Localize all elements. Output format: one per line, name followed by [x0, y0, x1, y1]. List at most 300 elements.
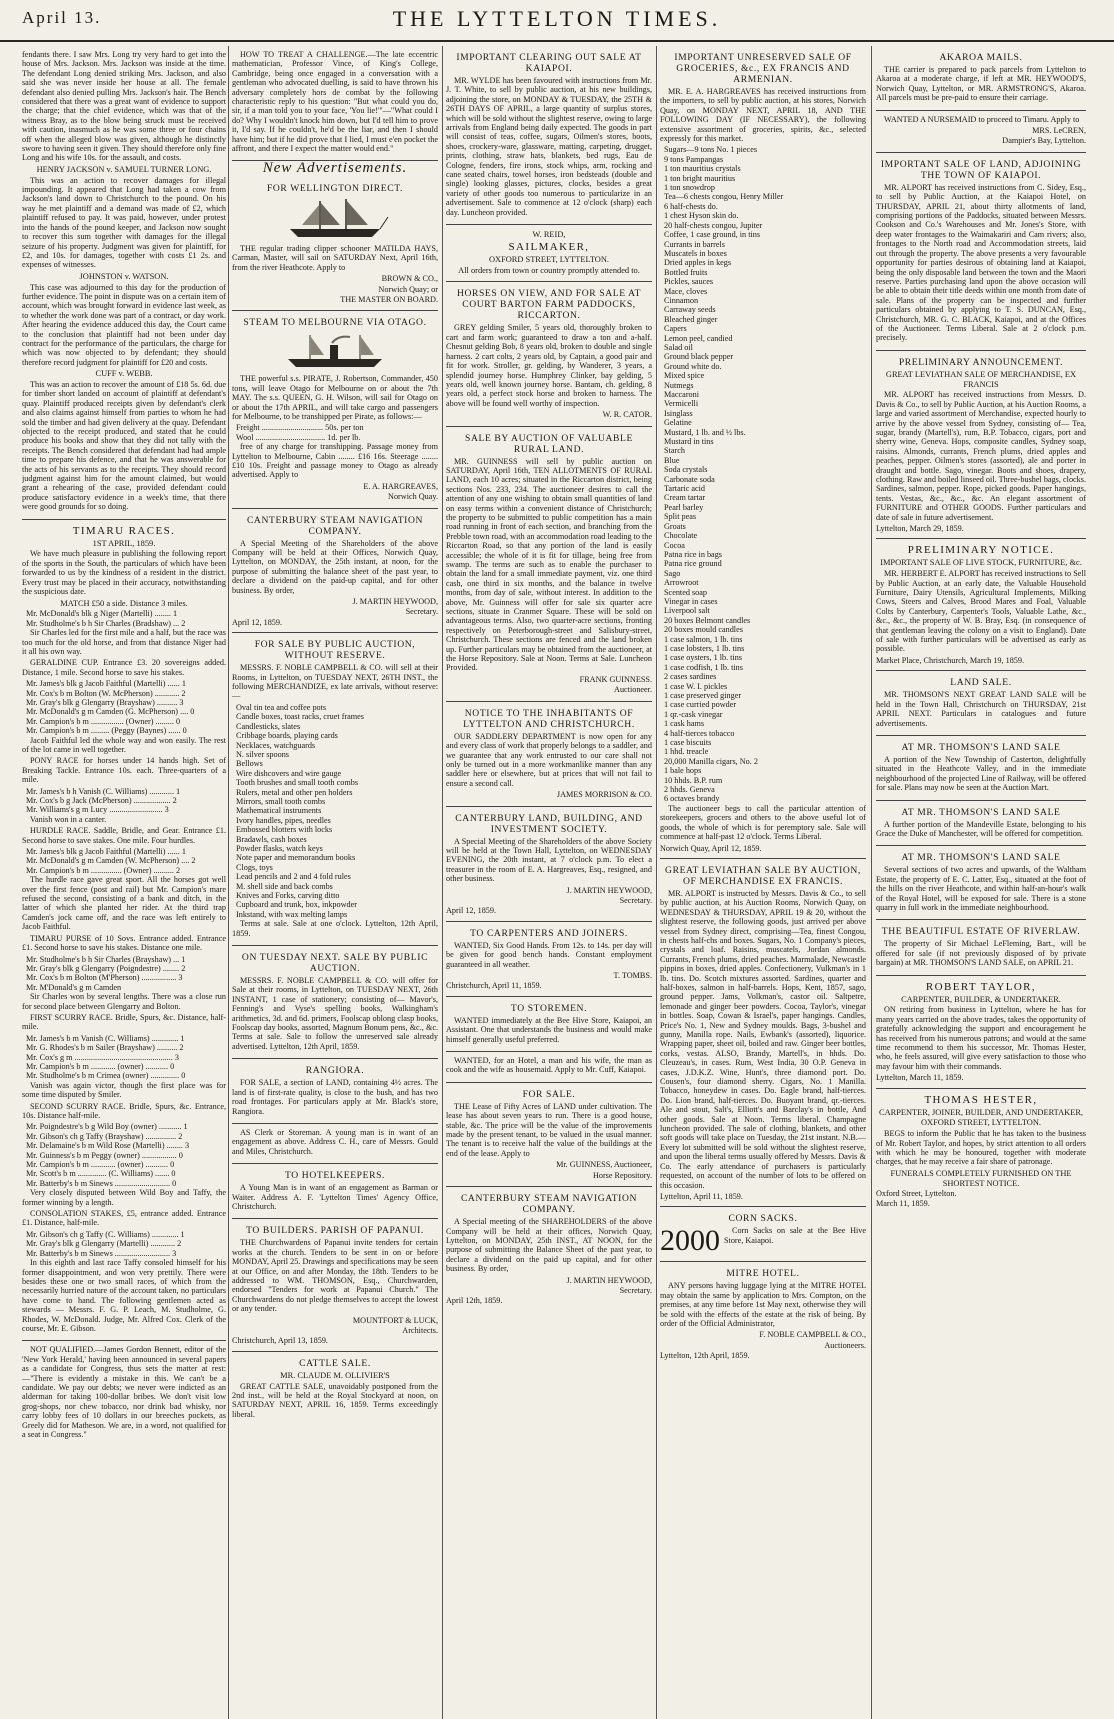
ad-subheading: W. REID, [532, 230, 566, 240]
kaiapoi-land-ad [876, 153, 1086, 351]
new-advertisements-heading: New Advertisements. [262, 160, 408, 177]
list-item: Tooth brushes and small tooth combs [236, 778, 359, 788]
ad-date: Lyttelton, March 29, 1859. [876, 524, 964, 534]
list-item: Carbonate soda [664, 474, 715, 484]
court-paragraph: fendants there. I saw Mrs. Long try very hard to get into the house of Mrs. Jackson. Mrs. Jackson was inside at the time. The defendant Long denied striking Mrs. Jackson, and also said she was never inside her house at all. The female defendant also denied pulling Mrs. Jackson's hair. The Bench considered that there was a great want of evidence to support the charge; that the chief evidence, which was that of the witness Bray, as to the blow being struck must be received with caution, inasmuch as he was some three or four chains off when the alleged blow was given, although he distinctly swore to having seen it given. They should therefore only fine Long and his wife 10s. for the assault, and costs. [22, 50, 226, 163]
race-heading: MATCH £50 a side. Distance 3 miles. [60, 598, 188, 608]
preliminary-notice-ad [876, 539, 1086, 671]
list-item: Cribbage boards, playing cards [236, 731, 338, 741]
ad-subheading: CARPENTER, JOINER, BUILDER, AND UNDERTAKER, [878, 1107, 1083, 1117]
list-item: Candlesticks, slates [236, 721, 301, 731]
list-item: Cream tartar [664, 493, 706, 503]
list-item: 20 boxes mould candles [664, 625, 743, 635]
list-item: Mr. McDonald's blk g Niger (Martelli) ........ 1 [26, 609, 178, 619]
ad-heading: AT MR. THOMSON'S LAND SALE [901, 806, 1061, 818]
ad-heading: NOTICE TO THE INHABITANTS OF LYTTELTON AND CHRISTCHURCH. [463, 707, 635, 730]
list-item: Gelatine [664, 418, 692, 428]
ad-heading: THE BEAUTIFUL ESTATE OF RIVERLAW. [881, 926, 1081, 938]
list-item: Mr. Campion's b m ............ (owner) ........... 0 [26, 1160, 175, 1170]
groceries-list [660, 145, 866, 803]
ad-heading: LAND SALE. [950, 677, 1012, 689]
ad-body: A Young Man is in want of an engagement as Barman or Waiter. Address A. F. 'Lyttelton Times' Agency Office, Christchurch. [232, 1183, 438, 1211]
race-results [22, 679, 226, 735]
list-item: Mr. Cox's b m Bolton (M'Pherson) ................. 3 [26, 973, 183, 983]
ad-signature: Secretary. [405, 607, 438, 617]
list-item: Mustard, 1 lb. and ½ lbs. [664, 427, 746, 437]
ad-body: MR. HERBERT E. ALPORT has received instructions to Sell by Public Auction, at an early date, the Valuable Household Furniture, Dairy Utensils, Agricultural Implements, Milking Cows, Steers and Calves, Brood Mares and Foal, Valuable Colts by Canterbury, Carpenter's Tools, Valuable Lathe, &c., &c., &c., the property of W. B. Bray, Esq. (in consequence of that gentleman leaving the colony on a visit to England). Date of sale with further particulars will be advertised as early as possible. [876, 569, 1086, 654]
list-item: Mr. McDonald's g m Camden (G. McPherson) .... 0 [26, 707, 195, 717]
steamship-icon [280, 331, 390, 371]
list-item: Mr. M'Donald's g m Camden [26, 982, 122, 992]
ad-body: A Special Meeting of the Shareholders of the above Company will be held at their Offices, Norwich Quay, Lyttelton, on MONDAY, the 25th instant, at noon, for the purpose of submitting the balance sheet of the past year, to declare a dividend on the paid-up capital, and for other business. By order, [232, 538, 438, 595]
ad-heading: HORSES ON VIEW, AND FOR SALE AT COURT BARTON FARM PADDOCKS, RICCARTON. [456, 288, 642, 322]
ad-signature: Architects. [402, 1326, 438, 1335]
list-item: Mr. Gray's blk g Glengarry (Poigndestre) ........ 2 [26, 963, 186, 973]
list-item: 2 hhds. Geneva [664, 785, 715, 795]
ad-signature: Norwich Quay; or [378, 284, 438, 294]
list-item: 1 case salmon, 1 lb. tins [664, 634, 743, 644]
stationery-sale-ad [232, 946, 438, 1059]
ad-date: Lyttelton, March 11, 1859. [876, 1073, 964, 1083]
ad-subheading: OXFORD STREET, LYTTELTON. [921, 1118, 1041, 1128]
ad-signature: F. NOBLE CAMPBELL & CO., [759, 1330, 866, 1340]
list-item: Lemon peel, candied [664, 333, 733, 343]
races-heading: TIMARU RACES. [72, 524, 176, 537]
ad-heading: CANTERBURY STEAM NAVIGATION COMPANY. [460, 1193, 638, 1216]
list-item: Mr. Campion's b m ............... (Owner) .......... 2 [26, 865, 181, 875]
list-item: Mr. Batterby's b m Sinews ........................... 0 [26, 1178, 177, 1188]
ad-signature: Norwich Quay. [388, 492, 438, 502]
list-item: 1 qr.-cask vinegar [664, 709, 723, 719]
list-item: Blue [664, 455, 680, 465]
column-1 [22, 46, 226, 1719]
list-item: 1 ton mauritius crystals [664, 164, 741, 174]
list-item: Mixed spice [664, 371, 705, 381]
rate-list [232, 423, 438, 442]
races-intro: We have much pleasure in publishing the following report of the sports in the South, the particulars of which have been forwarded to us by the kindness of a resident in the district. Every trust may be placed in their accuracy, notwithstanding the suspicious date. [22, 549, 226, 597]
list-item: Maccaroni [664, 390, 700, 399]
list-item: Dried apples in kegs [664, 258, 732, 268]
list-item: Mirrors, small tooth combs [236, 796, 326, 806]
list-item: 1 chest Hyson skin do. [664, 211, 739, 221]
ad-signature: Dampier's Bay, Lyttelton. [1002, 136, 1086, 146]
column-rule [656, 46, 657, 1719]
ad-signature: T. TOMBS. [613, 971, 652, 981]
ad-heading: FOR SALE BY PUBLIC AUCTION, WITHOUT RESERVE. [254, 639, 416, 662]
column-rule [871, 46, 872, 1719]
hester-ad [876, 1089, 1086, 1214]
ad-body: WANTED immediately at the Bee Hive Store, Kaiapoi, an Assistant. One that understands the business and would make himself generally useful preferred. [446, 1015, 652, 1044]
ad-body: free of any charge for transhipping. Passage money from Lyttelton to Melbourne, Cabin ........ £16 16s. Steerage ........ £10 10s. Freight and passage money to Otago as already advertised. Apply to [232, 442, 438, 480]
sailmaker-ad [446, 225, 652, 282]
ad-address: Oxford Street, Lyttelton. [876, 1189, 957, 1199]
case-paragraph: This case was adjourned to this day for the production of further evidence. The point in dispute was on a certain item of account, which was brought forward in evidence last week, as to whether the work done was part of a contract, or day work. After hearing the evidence adduced this day, the Court came to the conclusion that plaintiff had not been under day contract for the performance of the particulars, the charge for which was now objected to by defendant; they should therefore record judgment for plaintiff for £20 and costs. [22, 282, 226, 367]
race-note: Sir Charles won by several lengths. There was a close run for second place between Glengarry and Bolton. [22, 992, 226, 1011]
mitre-hotel-ad [660, 1262, 866, 1365]
storemen-ad [446, 997, 652, 1052]
list-item: Mr. James's b h Vanish (C. Williams) ............ 1 [26, 786, 181, 796]
ad-body: MR. ALPORT has received instructions from C. Sidey, Esq., to sell by Public Auction, at the Kaiapoi Hotel, on THURSDAY, APRIL 21, about thirty allotments of land, comprising portions of the Paddocks, situated between Messrs. Cookson and Co.'s Warehouses and Mr. Jones's Store, with deep water frontages to the Waimakariri and Cam rivers; also, frontages to the North road and Accommodation streets, laid out through the property. The above presents a very favourable opportunity for parties desirous of obtaining land at Kaiapoi, being the only disposable land between the town and the Maori reserve. Parties purchasing land upon the above occasion will be able to obtain their title deeds within one month from date of sale. Plans of the property can be inspected and further particulars obtained by applying to T. S. DUNCAN, Esq., Christchurch, MR. G. C. BLACK, Kaiapoi, and at the Offices of the Auctioneer. Terms Liberal. Sale at 2 o'clock p.m. precisely. [876, 182, 1086, 343]
list-item: Vinegar in cases [664, 596, 718, 606]
list-item: Bottled fruits [664, 267, 708, 277]
race-results [22, 609, 226, 628]
list-item: Arrowroot [664, 578, 699, 588]
article-paragraph: NOT QUALIFIED.—James Gordon Bennett, editor of the 'New York Herald,' having been announced in several papers as a candidate for Congress, thus sets the matter at rest:—"There is evidently a mistake in this. We can't be a candidate. We pay our debts; we never were indicted as an alderman for taking 100-dollar bribes. We don't visit low grog-shops, nor chew tobacco, nor drink bad whisky, nor carry lobby fees of 10 dollars in our breeches pockets, as Greely did for Matheson. We are, in a word, not qualified for a seat in Congress." [22, 1345, 226, 1440]
merchandise-list [232, 703, 438, 919]
timaru-races [22, 520, 226, 1342]
ad-date: Market Place, Christchurch, March 19, 1859. [876, 655, 1025, 665]
ad-signature: THE MASTER ON BOARD. [340, 294, 438, 304]
wellington-ad [232, 177, 438, 311]
list-item: 9 tons Pampangas [664, 154, 724, 164]
list-item: Mr. Studholme's b h Sir Charles (Bradshaw) ... 2 [26, 618, 186, 628]
melbourne-ad [232, 311, 438, 508]
ad-date: April 12, 1859. [232, 617, 283, 627]
list-item: Clogs, toys [236, 862, 273, 872]
thomson-sale-ad-3 [876, 846, 1086, 920]
list-item: 2 cases sardines [664, 672, 717, 682]
list-item: Mr. James's blk g Jacob Faithful (Martelli) ...... 1 [26, 847, 186, 857]
races-date: 1ST APRIL, 1859. [92, 538, 156, 548]
akaroa-mails-ad [876, 46, 1086, 111]
rangiora-ad [232, 1059, 438, 1124]
race-results [22, 1034, 226, 1081]
column-3 [446, 46, 652, 1719]
list-item: 4 half-tierces tobacco [664, 728, 735, 738]
schooner-icon [280, 197, 390, 241]
ad-note: All orders from town or country promptly attended to. [458, 265, 640, 275]
list-item: Soda crystals [664, 465, 708, 475]
list-item: 1 case oysters, 1 lb. tins [664, 653, 742, 663]
ad-heading: ROBERT TAYLOR, [925, 980, 1037, 993]
ad-heading: IMPORTANT CLEARING OUT SALE AT KAIAPOI. [456, 52, 642, 74]
ad-signature: Horse Repository. [592, 1170, 652, 1180]
list-item: Mr. Cox's b m Bolton (W. McPherson) ............ 2 [26, 688, 186, 698]
race-heading: CONSOLATION STAKES, £5, entrance added. Entrance £1. Distance, half-mile. [22, 1209, 226, 1228]
list-item: Mr. McDonald's g m Camden (W. McPherson) .... 2 [26, 856, 196, 866]
list-item: Mr. Williams's g m Lucy .......................... 3 [26, 805, 169, 815]
leviathan-sale-ad [660, 859, 866, 1207]
list-item: Ivory handles, pipes, needles [236, 815, 331, 825]
list-item: Mr. Studholme's b h Sir Charles (Brayshaw) ... 1 [26, 954, 186, 964]
ad-date: Christchurch, April 13, 1859. [232, 1336, 328, 1346]
ad-heading: TO HOTELKEEPERS. [284, 1170, 386, 1182]
list-item: Knives and Forks, carving ditto [236, 891, 340, 900]
list-item: Pearl barley [664, 502, 704, 512]
list-item: Patna rice ground [664, 559, 722, 569]
list-item: Pickles, sauces [664, 277, 714, 287]
corn-sacks-ad [660, 1207, 866, 1262]
hotelkeepers-ad [232, 1164, 438, 1219]
ad-body: MR. E. A. HARGREAVES has received instructions from the importers, to sell by public auction, at his stores, Norwich Quay, on MONDAY NEXT, APRIL 18, AND THE FOLLOWING DAY (IF NECESSARY), the following extensive assortment of groceries, spirits, &c., selected expressly for this market. [660, 87, 866, 144]
list-item: Mr. Gibson's ch g Taffy (C. Williams) ............. 1 [26, 1229, 185, 1239]
list-item: Cupboard and trunk, box, inkpowder [236, 900, 357, 910]
masthead [0, 0, 1114, 42]
ad-heading: PRELIMINARY ANNOUNCEMENT. [898, 356, 1064, 368]
ad-signature: Mr. GUINNESS, Auctioneer, [556, 1160, 652, 1170]
ad-body: BEGS to inform the Public that he has taken to the business of Mr. Robert Taylor, and hopes, by strict attention to all orders with which he may be honoured, together with moderate charges, that he may receive a fair share of patronage. [876, 1129, 1086, 1167]
ad-signature: W. R. CATOR. [602, 410, 652, 420]
case-paragraph: This was an action to recover damages for illegal impounding. It appeared that Long had taken a cow from Jackson's land down to Christchurch to the pound. On his way he met plaintiff and a demand was made of £2, which plaintiff refused to pay. It was paid, however, under protest into the hands of the pound keeper, and Jackson now sought to recover this sum together with damages for the illegal seizure of his property. Judgment was given for plaintiff, for £2, and 10s. for damages, together with costs £1 2s. and expenses of witnesses. [22, 175, 226, 270]
list-item: Mustard in tins [664, 437, 714, 447]
list-item: Sugars—9 tons No. 1 pieces [664, 145, 758, 155]
ad-body: ON retiring from business in Lyttelton, where he has for many years carried on the above trades, takes the opportunity of gratefully acknowledging the support and encouragement he has received from his numerous patrons; and would at the same time recommend to them his successor, Mr. Thomas Hester, who, he feels assured, will give every satisfaction to those who may favour him with their commands. [876, 1005, 1086, 1071]
list-item: Rulers, metal and other pen holders [236, 787, 353, 797]
ad-signature: Secretary. [619, 1285, 652, 1295]
ad-heading: FOR WELLINGTON DIRECT. [266, 182, 404, 194]
list-item: Mr. Poigndestre's b g Wild Boy (owner) ........... 1 [26, 1122, 188, 1132]
list-item: Mace, cloves [664, 286, 708, 296]
list-item: Note paper and memorandum books [236, 853, 356, 863]
ad-heading: CORN SACKS. [728, 1213, 798, 1225]
list-item: 20 boxes Belmont candles [664, 615, 751, 625]
list-item: Groats [664, 521, 686, 531]
ad-heading: RANGIORA. [305, 1065, 365, 1077]
ad-heading: AT MR. THOMSON'S LAND SALE [901, 741, 1061, 753]
race-heading: PONY RACE for horses under 14 hands high. Set of Breaking Tackle. Entrance 10s. each. Three-quarters of a mile. [22, 756, 226, 785]
list-item: 20 half-chests congou, Jupiter [664, 220, 763, 230]
ad-body: ANY persons having luggage lying at the MITRE HOTEL may obtain the same by application to Mrs. Compton, on the premises, at any time before 1st May next, otherwise they will be sold with the effects of the estate at the risk of being. By order of the Official Administrator, [660, 1281, 866, 1328]
race-note: The hurdle race gave great sport. All the horses got well over the first fence (post and rail) but Mr. Campion's mare refused the second, consisting of a bank and ditch, in the latter of which she planted her rider. At the third trap Camden's jock came off, and the race was left entirely to Jacob Faithful. [22, 875, 226, 932]
list-item: Mr. Gibson's ch g Taffy (Brayshaw) ............... 2 [26, 1131, 183, 1141]
list-item: Ground white do. [664, 361, 722, 371]
list-item: Capers [664, 324, 687, 334]
list-item: Cocoa [664, 540, 685, 550]
saddlery-notice-ad [446, 702, 652, 807]
ad-heading: IMPORTANT SALE OF LAND, ADJOINING THE TOWN OF KAIAPOI. [880, 158, 1082, 181]
carpenters-ad [446, 922, 652, 997]
list-item: Candle boxes, toast racks, cruet frames [236, 712, 364, 722]
list-item: N. silver spoons [236, 749, 289, 759]
ad-heading: TO BUILDERS. PARISH OF PAPANUI. [246, 1225, 424, 1237]
list-item: Mr. Gray's blk g Glengarry (Brayshaw) .......... 3 [26, 697, 184, 707]
case-paragraph: This was an action to recover the amount of £18 5s. 6d. due for timber short landed on account of plaintiff at defendant's quay. Plaintiff produced receipts given by defendant's clerk and also claims against himself from parties to whom he had sold the timber and had given delivery at the quay. Defendant objected to the receipt produced, and stated that he could produce his books and show that they did not tally with the receipts. The Bench considered that defendant had had ample time to prepare his defence, and that he was answerable for the acts of his servants as to the receipts. They should record judgment against him for the amount claimed, but would grant a rehearing of the case, provided defendant could produce satisfactory evidence in a week's time, that there were good grounds for so doing. [22, 379, 226, 512]
list-item: 1 case W. I. pickles [664, 681, 728, 691]
ad-date: April 12, 1859. [446, 906, 497, 916]
list-item: 1 bale hops [664, 766, 702, 776]
ad-subheading: MR. CLAUDE M. OLLIVIER'S [280, 1370, 390, 1380]
clerk-ad [232, 1124, 438, 1164]
ad-signature: Auctioneer. [614, 685, 652, 695]
list-item: Freight .............................. 50s. per ton [236, 423, 364, 433]
list-item: Liverpool salt [664, 606, 710, 616]
ad-date: Christchurch, April 11, 1859. [446, 981, 542, 991]
thomson-sale-ad-1 [876, 736, 1086, 801]
list-item: 20,000 Manilla cigars, No. 2 [664, 756, 758, 766]
ad-body: WANTED A NURSEMAID to proceed to Timaru. Apply to [884, 114, 1080, 124]
ad-heading: SAILMAKER, [508, 240, 590, 253]
list-item: Mr. Scott's b m .............. (C. Williams) ....... 0 [26, 1169, 176, 1179]
ad-signature: Secretary. [619, 895, 652, 905]
race-results [22, 1122, 226, 1188]
ad-body: THE carrier is prepared to pack parcels from Lyttelton to Akaroa at a moderate charge, if left at MR. HEYWOOD'S, Norwich Quay, Lyttelton, or MR. ARMSTRONG'S, Akaroa. All parcels must be pre-paid to ensure their carriage. [876, 65, 1086, 103]
ad-body: THE Lease of Fifty Acres of LAND under cultivation. The lease has about seven years to run. There is a good house, stable, &c. The price will be the value of the improvements made by the present tenant, to be valued in the usual manner. The tenant is to receive half the value of the buildings at the end of the lease. Apply to [446, 1101, 652, 1158]
list-item: Mr. Campion's b m ................ (Owner) ......... 0 [26, 716, 181, 726]
ad-heading: CANTERBURY LAND, BUILDING, AND INVESTMENT SOCIETY. [455, 812, 643, 835]
race-heading: GERALDINE CUP. Entrance £3. 20 sovereigns added. Distance, 1 mile. Second horse to save his stakes. [22, 658, 226, 677]
list-item: 1 case lobsters, 1 lb. tins [664, 643, 745, 653]
ad-signature: BROWN & CO., [381, 274, 438, 284]
column-rule [228, 46, 229, 1719]
list-item: 1 case preserved ginger [664, 691, 742, 700]
list-item: Mr. Campion's b m ......... (Peggy (Baynes) ...... 0 [26, 726, 187, 736]
list-item: Muscatels in boxes [664, 248, 727, 258]
list-item: Patna rice in bags [664, 549, 722, 559]
ad-body: OUR SADDLERY DEPARTMENT is now open for any and every class of work that properly belongs to a saddler, and we guarantee that any work entrusted to our care shall not only be turned out in a more workmanlike manner than any saddler here or elsewhere, but at prices that will not fail to ensure a second call. [446, 731, 652, 788]
ad-body: MESSRS. F. NOBLE CAMPBELL & CO. will offer for Sale at their rooms, in Lyttelton, on TUESDAY NEXT, 26th INSTANT, 1 case of stationery; consisting of— Mavor's, Fenning's and Vyse's spelling books, Walkingham's arithmetics, 3d. and 6d. primers, Foolscap oblong clasp books, Foolscap day books, assorted, Magnum Bonum pens, &c., &c. Terms at sale. Sale to follow the unreserved sale already advertised. Lyttelton, 12th April, 1859. [232, 976, 438, 1051]
steam-navigation-ad [232, 509, 438, 634]
list-item: Carraway seeds [664, 305, 716, 315]
list-item: Inkstand, with wax melting lamps [236, 909, 348, 919]
horses-ad [446, 282, 652, 426]
race-note: Vanish was again victor, though the first place was for some time disputed by Smiler. [22, 1080, 226, 1100]
list-item: Mr. Campion's b m ............ (owner) ........... 0 [26, 1061, 175, 1071]
cattle-sale-ad [232, 1352, 438, 1426]
ad-body: MR. ALPORT is instructed by Messrs. Davis & Co., to sell by public auction, at his Auction Rooms, Norwich Quay, on WEDNESDAY & THURSDAY, APRIL 19 & 20, without the slightest reserve, the following goods, just arrived per above vessel from Sydney direct, comprising—Tea, finest Congou, in chests half-chs and boxes. Sugars, No. 1 Company's pieces, crystals and loaf. Raisins, muscatels, Jordan almonds. Currants, French plums, dried peaches. Marmalade, Newcastle pippins in boxes, dried apples. Confectionery, Vulkman's in 1 lb. tins. Do. Scotch mixtures assorted. Sardines, quarter and half-boxes, salmon in half-barrels. Hops, Kent, 1857, sago, ground pepper. Jams, Volkman's, castor oil. Saltpetre, lemonade and ginger beer powders. Cocoa, Taylor's, vinegar in bottles. Soap, Cowan & Israel's, paper hangings. Candles, Price's No. 1, New and Sydney moulds. Bags, 3-bushel and gunny, Manilla rope. Nails, Ewbank's (assorted), liquorice. Wrapping paper, sheet oil, boiled and raw. Ginger beer bottles, corks, vestas. ALSO, Brandy, Martell's, in hhds. Do. Cleuzeau's, in cases. Rum, West India, 30 O.P. Geneva in cases, J.D.K.Z. Wine, Hunt's, three diamond port. Do. Cousen's, four diamond sherry. Cigars, No. 1 Manilla. Tobacco, honeydew in cases. Do. Eagle brand, half-tierces. Do. Lion brand, half-tierces. Do. Buoyant brand, qr.-tierces. Ale and stout, Salt's, Elliott's and Barclay's in bottle, And other goods. Sale at Noon. Terms liberal. Champagne luncheon provided. The sale of clothing, blankets, and other soft goods will take place on Tuesday, the 21st instant. N.B.—Every lot submitted will be sold without the slightest reserve, and upon the liberal terms usually offered by Messrs. Davis & Co. The early attendance of purchasers is particularly requested, on account of the number of lots to be offered on this occasion. [660, 888, 866, 1190]
list-item: Mr. James's blk g Jacob Faithful (Martelli) ...... 1 [26, 679, 186, 689]
ad-body: A Special meeting of the SHAREHOLDERS of the above Company will be held at their offices, Norwich Quay, Lyttelton, on MONDAY, 25th INST., AT NOON, for the purpose of submitting the Balance Sheet of the past year, to declare a dividend on the paid up capital, and for other business. By order, [446, 1217, 652, 1274]
ad-signature: Auctioneers. [824, 1340, 866, 1350]
clearing-sale-ad [446, 46, 652, 225]
ad-heading: CATTLE SALE. [299, 1357, 371, 1369]
list-item: Mr. Gray's blk g Glengarry (Martelli) ............ 2 [26, 1239, 182, 1249]
ad-body: MESSRS. F. NOBLE CAMPBELL & CO. will sell at their Rooms, in Lyttelton, on TUESDAY NEXT, 26TH INST., the following MERCHANDIZE, ex late arrivals, without reserve:— [232, 663, 438, 701]
case-heading: HENRY JACKSON v. SAMUEL TURNER LONG. [36, 164, 212, 174]
list-item: Bleached ginger [664, 314, 718, 324]
ad-signature: E. A. HARGREAVES, [363, 481, 438, 491]
ad-body: Corn Sacks on sale at the Bee Hive Store, Kaiapoi. [724, 1226, 866, 1245]
ad-body: WANTED, for an Hotel, a man and his wife, the man as cook and the wife as housemaid. Apply to Mr. Cuff, Kaiapoi. [446, 1056, 652, 1075]
race-results [22, 955, 226, 993]
ad-body: MR. WYLDE has been favoured with instructions from Mr. J. T. White, to sell by public auction, at his new buildings, adjoining the store, on MONDAY & TUESDAY, the 25TH & 26TH DAYS OF APRIL, a large quantity of surplus stores, which will be sold without the slightest reserve, owing to large arrivals from England being daily expected. The goods in part will consist of teas, coffee, sugars, Oilmen's stores, boots, shoes, crockery-ware, glassware, matting, carpeting, drugget, prints, clothing, straw hats, blankets, bed rugs, Eau de Cologne, fenders, fire irons, stock whips, arm, rocking and cane seated chairs, towel horses, iron bedsteads (double and single) looking glasses, pictures, clocks, besides a great variety of other goods too numerous to particularize in an advertisement. Sale to commence at 12 o'clock (sharp) each day. Luncheon provided. [446, 76, 652, 217]
list-item: 1 case biscuits [664, 738, 712, 748]
ad-subheading: OXFORD STREET, LYTTELTON. [489, 254, 609, 264]
column-rule [442, 46, 443, 1719]
list-item: Powder flasks, watch keys [236, 843, 323, 853]
race-note: Sir Charles led for the first mile and a half, but the race was too much for the old horse, and from that distance Niger had it all his own way. [22, 628, 226, 656]
rural-land-ad [446, 427, 652, 702]
ad-note: FUNERALS COMPLETELY FURNISHED ON THE SHORTEST NOTICE. [890, 1168, 1072, 1188]
list-item: M. shell side and back combs [236, 881, 333, 891]
list-item: Wire dishcovers and wire gauge [236, 768, 342, 778]
ad-subheading: CARPENTER, BUILDER, & UNDERTAKER. [901, 994, 1061, 1004]
ad-signature: MRS. LeCREN, [1032, 126, 1086, 136]
list-item: Lead pencils and 2 and 4 fold rules [236, 872, 351, 882]
ad-body: A portion of the New Township of Casterton, delightfully situated in the Heathcote Valley, and in the immediate neighbourhood of the projected Line of Railway, will be offered for sale. Plans may now be seen at the Auction Mart. [876, 754, 1086, 793]
ad-heading: AT MR. THOMSON'S LAND SALE [901, 852, 1061, 864]
list-item: 1 ton bright mauritius [664, 173, 736, 183]
nursemaid-ad [876, 111, 1086, 153]
list-item: Mr. G. Rhodes's b m Sailer (Brayshaw) .......... 2 [26, 1043, 184, 1053]
ad-signature: MOUNTFORT & LUCK, [352, 1315, 438, 1325]
list-item: Bradawls, cash boxes [236, 834, 307, 844]
list-item: Vermicelli [664, 399, 699, 409]
list-item: Mathematical instruments [236, 806, 322, 816]
ad-body: A further portion of the Mandeville Estate, belonging to his Grace the Duke of Manchester, will be offered for competition. [876, 819, 1086, 838]
auction-sale-ad [232, 633, 438, 946]
ad-heading: ON TUESDAY NEXT. SALE BY PUBLIC AUCTION. [241, 952, 429, 975]
ad-date: Norwich Quay, April 12, 1859. [660, 843, 762, 853]
ad-date: Lyttelton, April 11, 1859. [660, 1191, 743, 1201]
taylor-ad [876, 976, 1086, 1089]
race-heading: FIRST SCURRY RACE. Bridle, Spurs, &c. Distance, half-mile. [22, 1012, 226, 1032]
ad-heading: PRELIMINARY NOTICE. [907, 544, 1055, 557]
list-item: Tartaric acid [664, 484, 706, 494]
ad-heading: SALE BY AUCTION OF VALUABLE RURAL LAND. [465, 432, 633, 455]
list-item: Necklaces, watchguards [236, 740, 316, 750]
preliminary-announcement-ad [876, 351, 1086, 540]
column-5 [876, 46, 1086, 1719]
court-report [22, 46, 226, 520]
list-item: 6 octaves brandy [664, 794, 720, 804]
list-item: Salad oil [664, 342, 693, 352]
case-heading: CUFF v. WEBB. [95, 369, 153, 379]
ad-body: MR. ALPORT has received instructions from Messrs. D. Davis & Co., to sell by Public Auction, at his Auction Rooms, a large and varied assortment of Merchandise, expected hourly to arrive by the above vessel from Sydney, consisting of— Tea, sugar, brandy (Martell's), rum, B.P. Tobacco, cigars, port and sherry wine, Geneva. Hops, composite candles, Sydney soap, raisins. Almonds, currants, French plums, dried apples and peaches, pepper. Oilmen's stores (assorted), ale and porter in draught and bottle. Sago, vinegar. Boots and shoes, drapery, clothing. Raw and boiled linseed oil. Three-bushel bags, clocks. Sardines, salmon, pepper. Rope, picked goods. Paper hangings, tents. Vestas, &c., &c., &c. An elegant assortment of FURNITURE and OTHER GOODS. Further particulars and date of sale in future advertisement. [876, 390, 1086, 522]
list-item: Starch [664, 446, 685, 456]
race-results [22, 1230, 226, 1258]
article-paragraph: HOW TO TREAT A CHALLENGE.—The late eccentric mathematician, Professor Vince, of King's College, Cambridge, being once engaged in a conversation with a gentleman who advocated duelling, is said to have thrown his adversary completely hors de combat by the following characteristic reply to his question: "But what could you do, sir, if a man told you to your face, 'You lie!'"—"What could I do? Why I wouldn't knock him down, but I'd tell him to prove it, I'd say. If he couldn't, he'd be the liar, and then I should have him; but if he did prove that I lied, I must e'en pocket the affront, and there I expect the matter would end." [232, 50, 438, 154]
race-note: Jacob Faithful led the whole way and won easily. The rest of the lot came in well together. [22, 735, 226, 754]
ad-signature: J. MARTIN HEYWOOD, [566, 1275, 652, 1285]
thomson-sale-ad-2 [876, 801, 1086, 847]
newspaper-title: THE LYTTELTON TIMES. [392, 6, 722, 31]
list-item: Nutmegs [664, 380, 694, 390]
list-item: Currants in barrels [664, 239, 725, 249]
column-2 [232, 46, 438, 1719]
ad-body: MR. GUINNESS will sell by public auction on SATURDAY, April 16th, TEN ALLOTMENTS OF RURAL LAND, each 10 acres; situated in the Riccarton district, being sections Nos. 233, 234. The auctioneer desires to call the attention of any one wishing to obtain small quantities of land on easy terms within a convenient distance of Christchurch; the property to be submitted to public competition has a main road running in front of each section, and branching from the Prebble town road, with an accommodation road leading to the Riccarton Road, so that any portion of the land is easily accessible; the whole of it is fit for tillage, being free from swamp. The terms are such as to enable the purchaser to obtain the land for a small immediate payment, viz. one third cash, one third in six months, and the balance in twelve months, from day of sale, without interest. In addition to the above, Mr. Guinness will offer for sale six quarter acre sections, situate in Cranmer Square. These will be sold on advantageous terms. Also, two quarter-acre sections, fronting respectively on Peterborough-street and Salisbury-street, Christchurch. These sections are fenced and the land broken up. Further particulars may be obtained from the auctioneer, at the Horse Repository. Sale at Noon. Terms at Sale. Luncheon Provided. [446, 456, 652, 673]
race-heading: HURDLE RACE. Saddle, Bridle, and Gear. Entrance £1. Second horse to save stakes. One mile. Four hurdles. [22, 826, 226, 845]
ad-body: The auctioneer begs to call the particular attention of storekeepers, grocers and others to the above useful lot of goods, the whole of which is for peremptory sale. Sale will commence at half-past 12 o'clock. Terms Liberal. [660, 803, 866, 842]
list-item: 1 hhd. treacle [664, 747, 709, 757]
list-item: 1 case codfish, 1 lb. tins [664, 662, 743, 672]
list-item: Mr. Guinness's b m Peggy (owner) ................. 0 [26, 1150, 183, 1160]
list-item: 6 half-chests do. [664, 201, 718, 211]
ad-body: THE Churchwardens of Papanui invite tenders for certain works at the church. Tenders to be sent in on or before MONDAY, April 25. Drawings and specifications may be seen at our Office, on and after Monday, the 18th. Tenders to be addressed to WM. THOMSON, Esq., Churchwarden, endorsed "Tenders for work at Papanui Church." The Churchwardens do not pledge themselves to accept the lowest or any tender. [232, 1238, 438, 1314]
ad-body: THE powerful s.s. PIRATE, J. Robertson, Commander, 450 tons, will leave Otago for Melbourne on or about the 7th MAY. The s.s. QUEEN, G. H. Wilson, will sail for Otago on or about the 17th APRIL, and will take cargo and passengers for Melbourne, to be transhipped per Pirate, as follows:— [232, 374, 438, 421]
ad-body: A Special Meeting of the Shareholders of the above Society will be held at the Town Hall, Lyttelton, on WEDNESDAY EVENING, the 20th instant, at 7 o'clock p.m. To elect a treasurer in the room of E. A. Hargreaves, Esq., resigned, and other business. [446, 836, 652, 884]
ad-signature: FRANK GUINNESS. [579, 674, 652, 684]
list-item: Cinnamon [664, 295, 699, 305]
land-sale-ad [876, 671, 1086, 736]
ad-heading: STEAM TO MELBOURNE VIA OTAGO. [243, 317, 427, 329]
ad-date: April 12th, 1859. [446, 1296, 503, 1306]
challenge-item [232, 46, 438, 161]
case-heading: JOHNSTON v. WATSON. [79, 271, 169, 281]
list-item: Sago [664, 568, 681, 578]
ad-terms: Terms at sale. Sale at one o'clock. Lyttelton, 12th April, 1859. [232, 919, 438, 938]
list-item: Split peas [664, 512, 697, 522]
ad-heading: TO STOREMEN. [510, 1002, 588, 1014]
lease-sale-ad [446, 1083, 652, 1187]
list-item: Mr. Delamaine's b m Wild Rose (Martelli) ........ 3 [26, 1141, 190, 1151]
list-item: Mr. Cox's b g Jack (McPherson) .................. 2 [26, 796, 177, 806]
ad-heading: IMPORTANT UNRESERVED SALE OF GROCERIES, &c., EX FRANCIS AND ARMENIAN. [674, 52, 852, 85]
groceries-sale-ad [660, 46, 866, 859]
races-closing: In this eighth and last race Taffy consoled himself for his former disappointment, and won very prettily. There were besides these one or two small races, of which from the necessarily hurried nature of the account taken, no particulars have come to hand. The following gentlemen acted as stewards — Messrs. F. G. P. Leach, M. Studholme, G. Rhodes, W. McDonald. Judge, Mr. Alfred Cox. Clerk of the course, Mr. E. Gibson. [22, 1258, 226, 1333]
ad-body: THE regular trading clipper schooner MATILDA HAYS, Carman, Master, will sail on SATURDAY Next, April 16th, from the river Heathcote. Apply to [232, 243, 438, 272]
building-society-ad [446, 807, 652, 922]
list-item: Bellows [236, 759, 263, 769]
race-note: Very closely disputed between Wild Boy and Taffy, the former winning by a length. [22, 1188, 226, 1207]
list-item: 1 case curried powder [664, 700, 737, 710]
list-item: Isinglass [664, 408, 693, 418]
ad-body: MR. THOMSON'S NEXT GREAT LAND SALE will be held in the Town Hall, Christchurch on THURSDAY, 21st APRIL NEXT. Particulars in catalogues and future advertisements. [876, 690, 1086, 728]
corn-sack-count: 2000 [660, 1224, 720, 1258]
list-item: Tea—6 chests congou, Henry Miller [664, 192, 784, 202]
riverlaw-ad [876, 920, 1086, 975]
race-heading: SECOND SCURRY RACE. Bridle, Spurs, &c. Entrance, 10s. Distance half-mile. [22, 1101, 226, 1121]
list-item: 1 ton snowdrop [664, 183, 715, 193]
